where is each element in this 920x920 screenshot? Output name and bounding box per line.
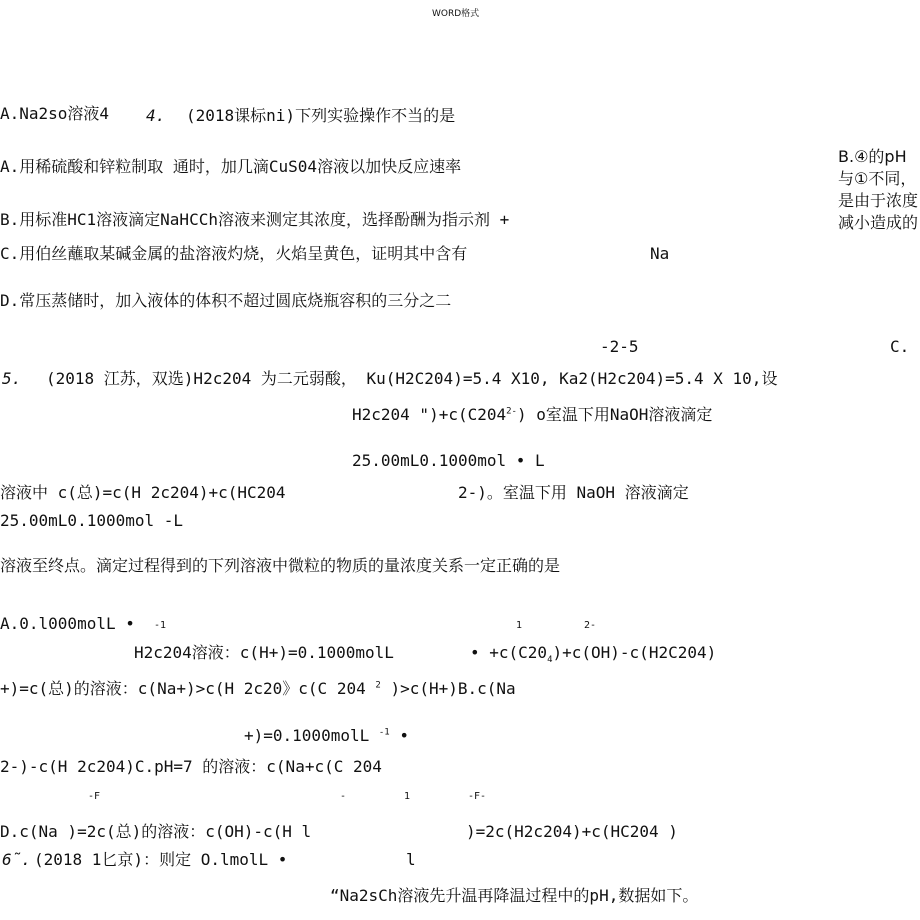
line-9: 25.00mL0.1000mol • L <box>352 451 545 470</box>
option-4a: A.用稀硫酸和锌粒制取 通时，加几滴CuS04溶液以加快反应速率 <box>0 157 462 176</box>
line-13a: A.0.l000molL • <box>0 614 135 633</box>
exponent-note: -2-5 <box>600 337 639 356</box>
line-18c: 1 <box>404 791 411 802</box>
question-number-6: 6˜. <box>2 850 31 869</box>
option-4d: D.常压蒸储时，加入液体的体积不超过圆底烧瓶容积的三分之二 <box>0 291 452 310</box>
line-14 <box>470 643 717 666</box>
line-13-small: -1 <box>154 620 167 631</box>
line-1a: A.Na2so溶液4 <box>0 104 110 123</box>
line-19b: )=2c(H2c204)+c(HC204 ) <box>466 822 678 841</box>
line-10a: 溶液中 c(总)=c(H 2c204)+c(HC204 <box>0 483 286 502</box>
line-21: “Na2sCh溶液先升温再降温过程中的pH,数据如下。 <box>330 886 699 905</box>
line-13-mark1: 1 <box>516 620 523 631</box>
question-number-4: 4. <box>146 106 166 125</box>
line-10b: 2-)。室温下用 NaOH 溶液滴定 <box>458 483 689 502</box>
question-4-stem: (2018课标ni)下列实验操作不当的是 <box>186 106 456 125</box>
line-19a: D.c(Na )=2c(总)的溶液：c(OH)-c(H l <box>0 822 312 841</box>
line-14b: • +c(C20 <box>470 643 548 662</box>
line-16a: +)=0.1000molL <box>244 726 370 745</box>
line-8-sup: 2- <box>506 406 517 417</box>
line-15b: )>c(H+)B.c(Na <box>390 679 516 698</box>
side-note: B.④的pH与①不同，是由于浓度减小造成的 <box>838 147 919 232</box>
question-5-stem: (2018 江苏，双选)H2c204 为二元弱酸， Ku(H2C204)=5.4 X10, Ka2(H2c204)=5.4 X 10,设 <box>46 369 778 388</box>
line-8 <box>352 405 712 425</box>
line-16b: • <box>399 726 409 745</box>
line-14a: H2c204溶液：c(H+)=0.1000molL <box>134 643 394 662</box>
question-number-5: 5. <box>2 369 22 388</box>
option-4c: C.用伯丝蘸取某碱金属的盐溶液灼烧，火焰呈黄色，证明其中含有 <box>0 244 468 263</box>
option-4b: B.用标准HC1溶液滴定NaHCCh溶液来测定其浓度，选择酚酬为指示剂 + <box>0 210 510 229</box>
line-11: 25.00mL0.1000mol -L <box>0 511 184 530</box>
line-12: 溶液至终点。滴定过程得到的下列溶液中微粒的物质的量浓度关系一定正确的是 <box>0 556 561 575</box>
line-18b: - <box>340 791 347 802</box>
line-15 <box>0 679 516 699</box>
question-6-stem: (2018 1匕京)：则定 O.lmolL • <box>34 850 288 869</box>
side-option-c: C. <box>890 337 910 356</box>
line-14-sub: 4 <box>547 655 553 666</box>
line-13-mark2: 2- <box>584 620 597 631</box>
line-18d: -F- <box>468 791 487 802</box>
line-20c: l <box>406 850 416 869</box>
page-header: WORD格式 <box>432 9 480 19</box>
line-16 <box>244 726 409 746</box>
option-4c-tail: Na <box>650 244 670 263</box>
line-15-sup: 2 <box>375 680 381 691</box>
line-8b: ) o室温下用NaOH溶液滴定 <box>516 405 713 424</box>
line-16-sup: -1 <box>378 727 390 738</box>
line-15a: +)=c(总)的溶液：c(Na+)>c(H 2c20》c(C 204 <box>0 679 366 698</box>
line-18a: -F <box>88 791 101 802</box>
line-17: 2-)-c(H 2c204)C.pH=7 的溶液：c(Na+c(C 204 <box>0 757 382 776</box>
line-14c: )+c(OH)-c(H2C204) <box>552 643 717 662</box>
line-8a: H2c204 ")+c(C204 <box>352 405 507 424</box>
